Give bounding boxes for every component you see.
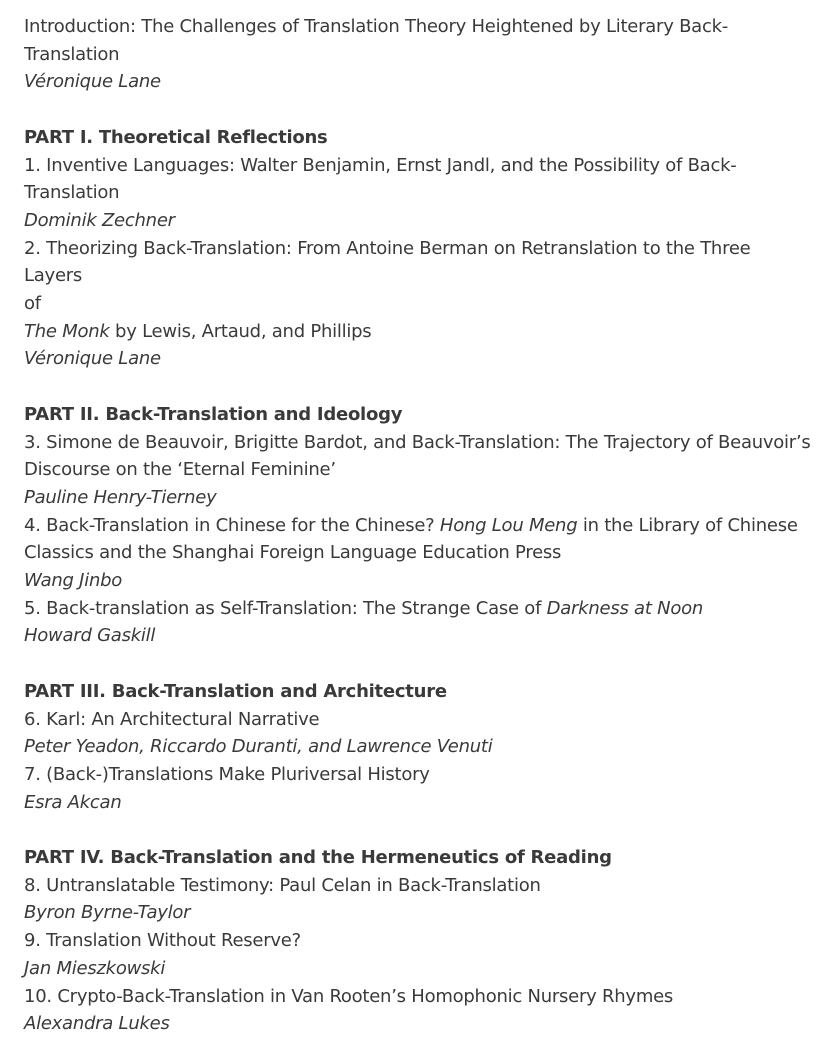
- chapter-title-cont: [24, 318, 814, 346]
- part-heading: PART II. Back-Translation and Ideology: [24, 403, 403, 425]
- chapter-author: Véronique Lane: [24, 348, 161, 370]
- chapter-title: 2. Theorizing Back-Translation: From Antoine Berman on Retranslation to the Three Layers: [24, 237, 751, 287]
- chapter-title: 9. Translation Without Reserve?: [24, 930, 301, 952]
- chapter-title: [24, 595, 814, 623]
- intro-title: Introduction: The Challenges of Translation Theory Heightened by Literary Back-Translation: [24, 16, 729, 65]
- chapter-title-cont: Translation: [24, 182, 120, 204]
- chapter-title: 3. Simone de Beauvoir, Brigitte Bardot, and Back-Translation: The Trajectory of Beauvoir’s: [24, 431, 811, 453]
- chapter-author: Wang Jinbo: [24, 570, 123, 592]
- part-heading: PART IV. Back-Translation and the Hermeneutics of Reading: [24, 847, 612, 869]
- book-title: The Monk: [24, 320, 110, 342]
- chapter-title: 10. Crypto-Back-Translation in Van Rooten’s Homophonic Nursery Rhymes: [24, 985, 674, 1007]
- part-heading: PART I. Theoretical Reflections: [24, 126, 328, 148]
- book-title: Darkness at Noon: [546, 597, 704, 619]
- intro-author: Véronique Lane: [24, 71, 161, 93]
- chapter-author: Esra Akcan: [24, 791, 122, 813]
- chapter-title-prefix: 5. Back-translation as Self-Translation: The Strange Case of: [24, 597, 547, 619]
- chapter-title-prefix: 4. Back-Translation in Chinese for the Chinese?: [24, 514, 440, 536]
- chapter-title-suffix: in the Library of Chinese: [577, 514, 798, 536]
- chapter-title-cont: Classics and the Shanghai Foreign Language Education Press: [24, 542, 562, 564]
- chapter-title-cont: of: [24, 293, 41, 315]
- chapter-title: 6. Karl: An Architectural Narrative: [24, 708, 320, 730]
- chapter-author: Howard Gaskill: [24, 625, 156, 647]
- chapter-author: Dominik Zechner: [24, 209, 175, 231]
- chapter-author: Peter Yeadon, Riccardo Duranti, and Lawrence Venuti: [24, 736, 493, 758]
- part-heading: PART III. Back-Translation and Architecture: [24, 680, 447, 702]
- chapter-author: Alexandra Lukes: [24, 1013, 170, 1035]
- chapter-title: [24, 512, 814, 540]
- chapter-title-cont: Discourse on the ‘Eternal Feminine’: [24, 459, 336, 481]
- chapter-title-rest: by Lewis, Artaud, and Phillips: [109, 320, 372, 342]
- chapter-title: 1. Inventive Languages: Walter Benjamin, Ernst Jandl, and the Possibility of Back-: [24, 154, 737, 176]
- chapter-author: Byron Byrne-Taylor: [24, 902, 191, 924]
- chapter-author: Pauline Henry-Tierney: [24, 486, 217, 508]
- chapter-title: 7. (Back-)Translations Make Pluriversal History: [24, 763, 430, 785]
- chapter-title: 8. Untranslatable Testimony: Paul Celan in Back-Translation: [24, 874, 541, 896]
- chapter-author: Jan Mieszkowski: [24, 957, 166, 979]
- book-title: Hong Lou Meng: [439, 514, 578, 536]
